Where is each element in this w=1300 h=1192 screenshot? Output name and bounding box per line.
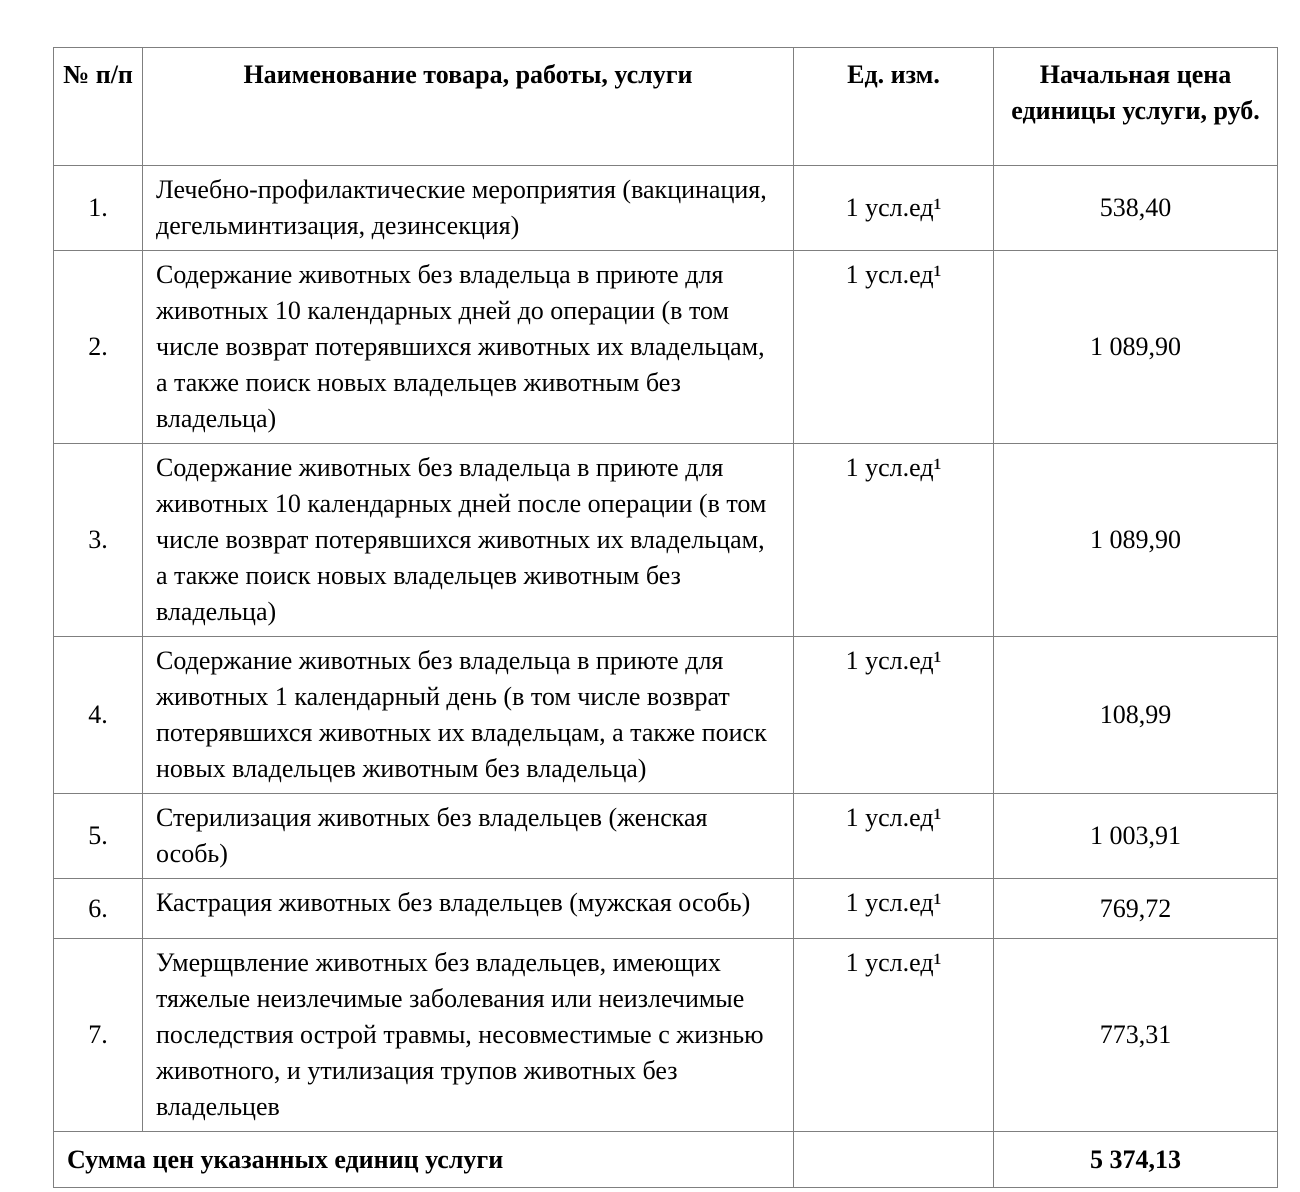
col-header-unit: Ед. изм. [794,48,994,166]
service-name: Содержание животных без владельца в приюте для животных 10 календарных дней до операции (в том числе возврат потерявшихся животных их владельцам, а также поиск новых владельцев животным без владельца) [143,251,794,444]
service-unit: 1 усл.ед¹ [794,939,994,1132]
table-row [54,251,1278,444]
col-header-price: Начальная цена единицы услуги, руб. [994,48,1278,166]
col-header-name: Наименование товара, работы, услуги [143,48,794,166]
row-number: 7. [54,939,143,1132]
service-unit: 1 усл.ед¹ [794,166,994,251]
row-number: 4. [54,637,143,794]
service-name: Содержание животных без владельца в приюте для животных 10 календарных дней после операции (в том числе возврат потерявшихся животных их владельцам, а также поиск новых владельцев животным без владельца) [143,444,794,637]
service-unit: 1 усл.ед¹ [794,637,994,794]
pricing-table [53,47,1278,1188]
service-unit: 1 усл.ед¹ [794,794,994,879]
service-price: 538,40 [994,166,1278,251]
table-row [54,166,1278,251]
service-unit: 1 усл.ед¹ [794,879,994,939]
service-price: 769,72 [994,879,1278,939]
row-number: 2. [54,251,143,444]
summary-total: 5 374,13 [994,1132,1278,1188]
table-row [54,637,1278,794]
summary-unit-empty [794,1132,994,1188]
table-row [54,444,1278,637]
header-row [54,48,1278,166]
table-row [54,879,1278,939]
service-price: 1 089,90 [994,444,1278,637]
service-name: Содержание животных без владельца в приюте для животных 1 календарный день (в том числе возврат потерявшихся животных их владельцам, а также поиск новых владельцев животным без владельца) [143,637,794,794]
service-name: Кастрация животных без владельцев (мужская особь) [143,879,794,939]
row-number: 5. [54,794,143,879]
service-name: Умерщвление животных без владельцев, имеющих тяжелые неизлечимые заболевания или неизлечимые последствия острой травмы, несовместимые с жизнью животного, и утилизация трупов животных без владельцев [143,939,794,1132]
summary-row [54,1132,1278,1188]
service-unit: 1 усл.ед¹ [794,444,994,637]
row-number: 1. [54,166,143,251]
service-price: 1 089,90 [994,251,1278,444]
service-price: 108,99 [994,637,1278,794]
service-price: 773,31 [994,939,1278,1132]
row-number: 6. [54,879,143,939]
col-header-number: № п/п [54,48,143,166]
table-row [54,794,1278,879]
service-name: Стерилизация животных без владельцев (женская особь) [143,794,794,879]
row-number: 3. [54,444,143,637]
service-name: Лечебно-профилактические мероприятия (вакцинация, дегельминтизация, дезинсекция) [143,166,794,251]
service-unit: 1 усл.ед¹ [794,251,994,444]
service-price: 1 003,91 [994,794,1278,879]
summary-label: Сумма цен указанных единиц услуги [54,1132,794,1188]
table-row [54,939,1278,1132]
